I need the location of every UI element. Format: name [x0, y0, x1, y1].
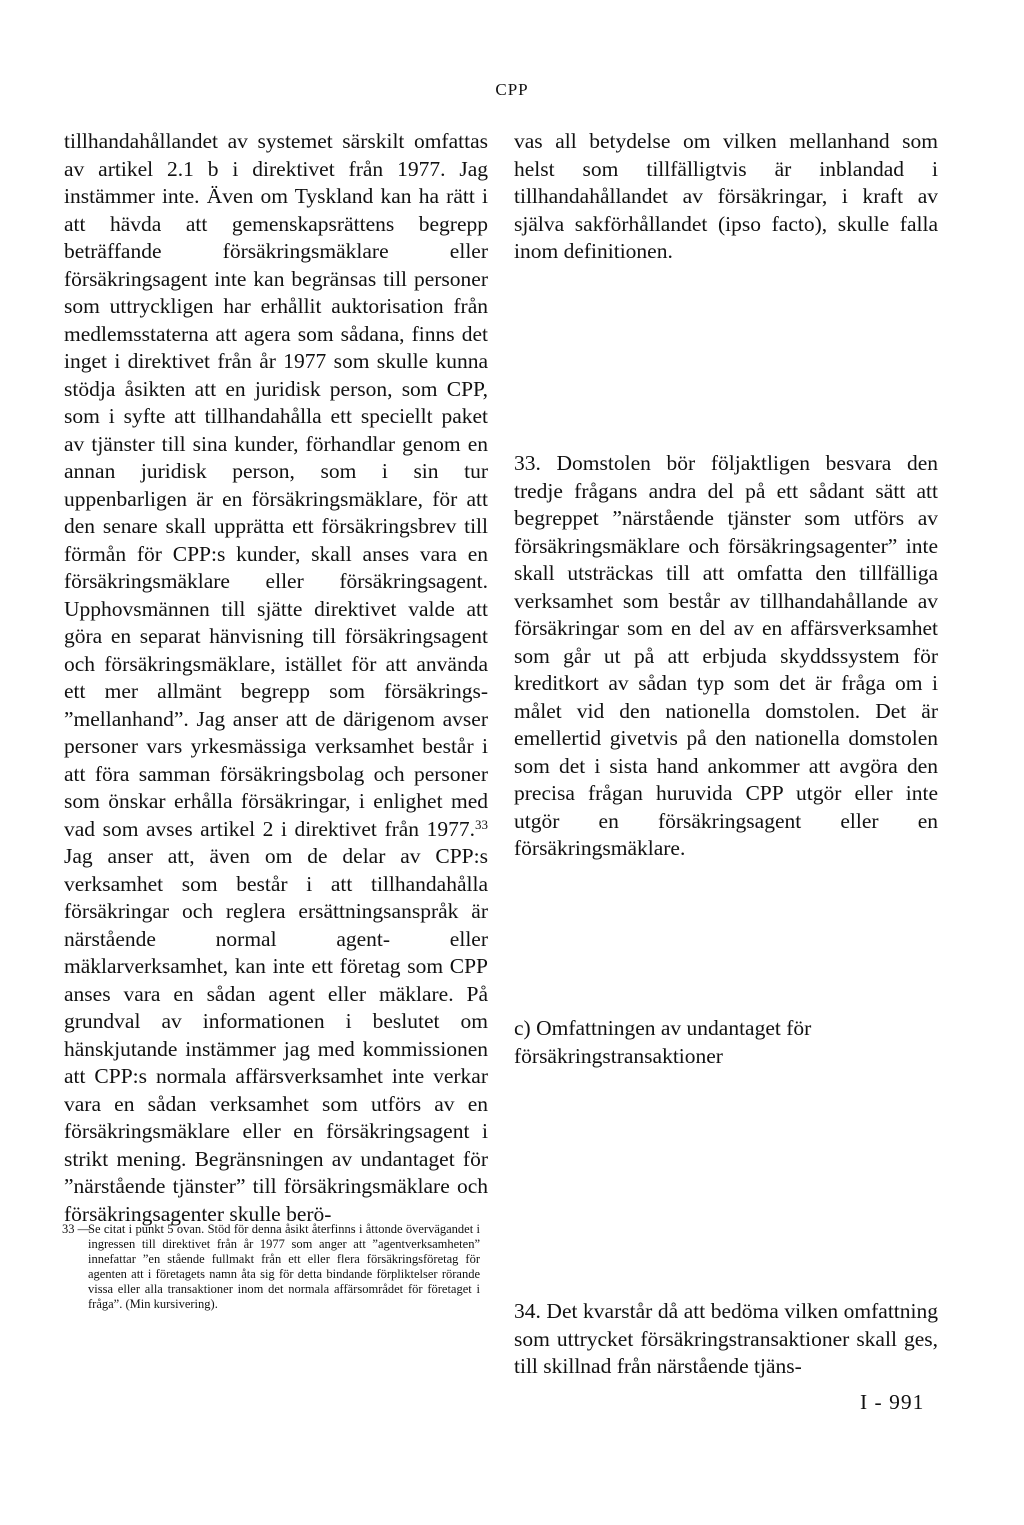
- footnote-reference[interactable]: 33: [475, 816, 488, 832]
- footnote-number: 33 —: [62, 1222, 91, 1236]
- page-number: I - 991: [860, 1390, 925, 1414]
- paragraph-34: 34. Det kvarstår då att bedöma vilken omfattning som uttrycket försäkringstransaktioner skall ges, till skillnad från närstående tjäns-: [514, 1299, 938, 1378]
- right-column-continuation: [514, 128, 938, 266]
- section-heading: c) Omfattningen av undantaget för försäkringstransaktioner: [514, 1016, 812, 1068]
- footnote-text: Se citat i punkt 5 ovan. Stöd för denna åsikt återfinns i åttonde övervägandet i ingressen till direktivet från år 1977 som anger att ”agentverksamheten” innefattar ”en stående fullmakt från ett eller flera försäkringsföretag för agenten att i företagets namn åta sig för detta bindande förpliktelser rörande vissa eller alla transaktioner inom det normala affärsområdet för företaget i fråga”. (Min kursivering).: [88, 1222, 480, 1311]
- paragraph-continuation: [64, 128, 488, 1228]
- footnote-33: [62, 1222, 480, 1312]
- paragraph-33-block: [514, 450, 938, 863]
- paragraph-33: 33. Domstolen bör följaktligen besvara den tredje frågans andra del på ett sådant sätt att begreppet ”närstående tjänster som utförs av försäkringsmäklare och försäkringsagenter” inte skall utsträckas till att omfatta den tillfälliga verksamhet som består av tillhandahållande av försäkringar som en del av en affärsverksamhet som går ut på att erbjuda skyddssystem för kreditkort av sådan typ som det är fråga om i målet vid den nationella domstolen. Det är emellertid givetvis på den nationella domstolen som det i sista hand ankommer att avgöra den precisa frågan huruvida CPP utgör eller inte utgör en försäkringsagent eller en försäkringsmäklare.: [514, 451, 938, 860]
- paragraph-text-before-ref: tillhandahållandet av systemet särskilt omfattas av artikel 2.1 b i direktivet från 1977. Jag instämmer inte. Även om Tyskland kan ha rätt i att hävda att gemenskapsrättens begrepp beträffande försäkringsmäklare eller försäkringsagent inte kan begränsas till personer som uttryckligen har erhållit auktorisation från medlemsstaterna att agera som sådana, finns det inget i direktivet från år 1977 som skulle kunna stödja åsikten att en juridisk person, som CPP, som i syfte att tillhandahålla ett speciellt paket av tjänster till sina kunder, förhandlar genom en annan juridisk person, som i sin tur uppenbarligen är en försäkringsmäklare, för att den senare skall upprätta ett försäkringsbrev till förmån för CPP:s kunder, skall anses vara en försäkringsmäklare eller försäkringsagent. Upphovsmännen till sjätte direktivet valde att göra en separat hänvisning till försäkringsagent och försäkringsmäklare, istället för att använda ett mer allmänt begrepp som försäkrings- ”mellanhand”. Jag anser att de därigenom avser personer vars yrkesmässiga verksamhet består i att föra samman försäkringsbolag och personer som önskar erhålla försäkringar, i enlighet med vad som avses artikel 2 i direktivet från 1977.: [64, 129, 488, 841]
- section-heading-block: [514, 1015, 938, 1070]
- left-column: [64, 128, 488, 1228]
- paragraph-continuation-right: vas all betydelse om vilken mellanhand som helst som tillfälligtvis är inblandad i tillhandahållandet av försäkringar, i kraft av själva sakförhållandet (ipso facto), skulle falla inom definitionen.: [514, 129, 938, 263]
- running-header: CPP: [495, 80, 529, 99]
- paragraph-34-block: [514, 1298, 938, 1381]
- paragraph-text-after-ref: Jag anser att, även om de delar av CPP:s verksamhet som består i att tillhandahålla försäkringar och reglera ersättningsanspråk är närstående normal agent- eller mäklarverksamhet, kan inte ett företag som CPP anses vara en sådan agent eller mäklare. På grundval av informationen i beslutet om hänskjutande instämmer jag med kommissionen att CPP:s normala affärsverksamhet inte verkar vara en sådan verksamhet som utförs av en försäkringsmäklare eller en försäkringsagent i strikt mening. Begränsningen av undantaget för ”närstående tjänster” till försäkringsmäklare och försäkringsagenter skulle berö-: [64, 844, 488, 1226]
